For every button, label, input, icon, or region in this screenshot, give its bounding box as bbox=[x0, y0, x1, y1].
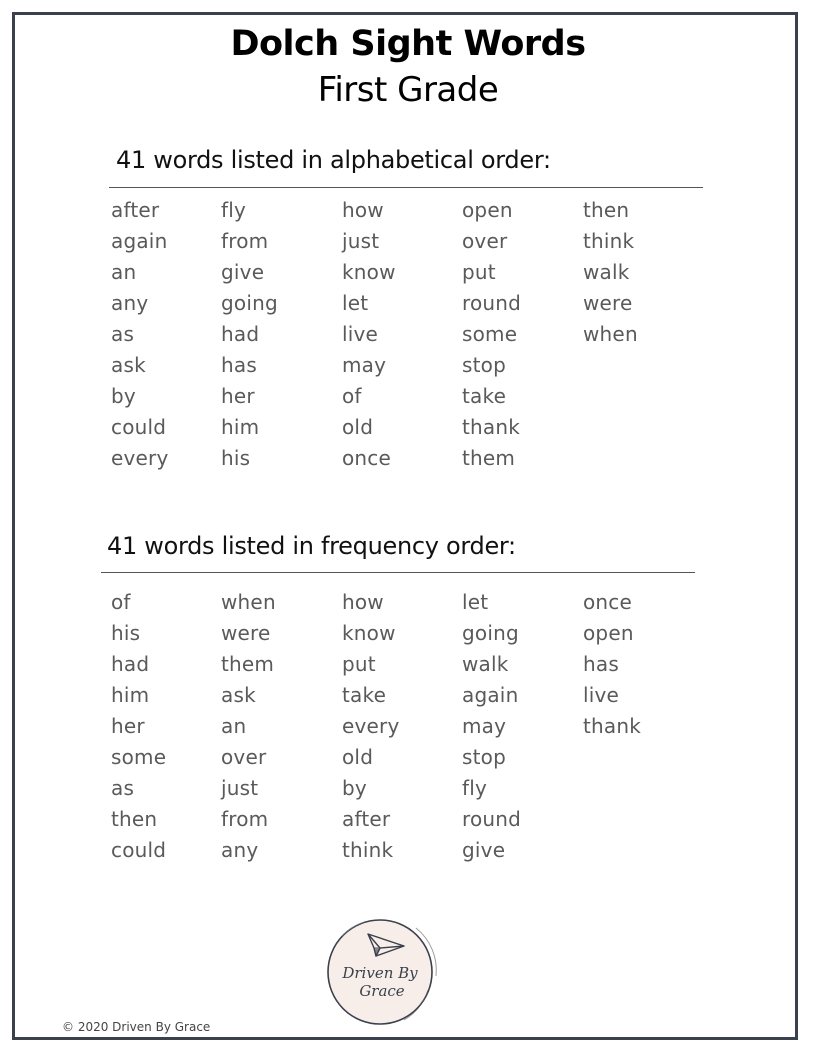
copyright-text: © 2020 Driven By Grace bbox=[62, 1020, 211, 1034]
word: over bbox=[462, 229, 508, 253]
logo-badge bbox=[324, 914, 440, 1030]
alphabetical-divider bbox=[109, 187, 703, 188]
word: think bbox=[583, 229, 635, 253]
word: may bbox=[342, 353, 387, 377]
word: has bbox=[583, 652, 619, 676]
word: after bbox=[342, 807, 391, 831]
word: of bbox=[342, 384, 362, 408]
word: take bbox=[342, 683, 387, 707]
word: of bbox=[111, 590, 131, 614]
word: had bbox=[111, 652, 150, 676]
word: could bbox=[111, 838, 167, 862]
frequency-divider bbox=[101, 572, 695, 573]
word: may bbox=[462, 714, 507, 738]
word: could bbox=[111, 415, 167, 439]
alphabetical-column-3 bbox=[342, 195, 396, 474]
driven-by-grace-logo bbox=[324, 914, 440, 1030]
word: old bbox=[342, 415, 374, 439]
alphabetical-column-4 bbox=[462, 195, 521, 474]
word: any bbox=[221, 838, 259, 862]
frequency-column-3 bbox=[342, 587, 400, 866]
word: open bbox=[462, 198, 513, 222]
word: every bbox=[342, 714, 400, 738]
frequency-column-2 bbox=[221, 587, 276, 866]
word: over bbox=[221, 745, 267, 769]
word: as bbox=[111, 776, 135, 800]
word: walk bbox=[583, 260, 630, 284]
word: thank bbox=[583, 714, 642, 738]
alphabetical-heading: 41 words listed in alphabetical order: bbox=[116, 146, 551, 174]
word: stop bbox=[462, 353, 506, 377]
word: some bbox=[462, 322, 518, 346]
word: when bbox=[221, 590, 276, 614]
logo-text-line2: Grace bbox=[359, 982, 405, 1000]
word: think bbox=[342, 838, 394, 862]
word: when bbox=[583, 322, 638, 346]
word: open bbox=[583, 621, 634, 645]
frequency-column-5 bbox=[583, 587, 641, 742]
word: from bbox=[221, 229, 269, 253]
word: again bbox=[462, 683, 519, 707]
word: fly bbox=[221, 198, 247, 222]
word: by bbox=[111, 384, 136, 408]
frequency-heading: 41 words listed in frequency order: bbox=[107, 532, 516, 560]
frequency-column-4 bbox=[462, 587, 521, 866]
word: some bbox=[111, 745, 167, 769]
word: let bbox=[342, 291, 369, 315]
word: then bbox=[583, 198, 630, 222]
word: from bbox=[221, 807, 269, 831]
alphabetical-column-2 bbox=[221, 195, 278, 474]
word: live bbox=[342, 322, 379, 346]
frequency-column-1 bbox=[111, 587, 166, 866]
word: again bbox=[111, 229, 168, 253]
word: once bbox=[583, 590, 633, 614]
word: take bbox=[462, 384, 507, 408]
word: then bbox=[111, 807, 158, 831]
word: ask bbox=[221, 683, 256, 707]
word: round bbox=[462, 291, 522, 315]
alphabetical-column-1 bbox=[111, 195, 169, 474]
word: once bbox=[342, 446, 392, 470]
word: as bbox=[111, 322, 135, 346]
word: just bbox=[342, 229, 380, 253]
word: had bbox=[221, 322, 260, 346]
word: were bbox=[583, 291, 633, 315]
word: them bbox=[221, 652, 275, 676]
word: old bbox=[342, 745, 374, 769]
word: fly bbox=[462, 776, 488, 800]
word: walk bbox=[462, 652, 509, 676]
word: know bbox=[342, 260, 396, 284]
word: her bbox=[111, 714, 145, 738]
word: put bbox=[342, 652, 376, 676]
alphabetical-column-5 bbox=[583, 195, 638, 350]
word: his bbox=[221, 446, 251, 470]
word: her bbox=[221, 384, 255, 408]
page-subtitle: First Grade bbox=[317, 70, 499, 110]
word: any bbox=[111, 291, 149, 315]
word: were bbox=[221, 621, 271, 645]
word: how bbox=[342, 590, 384, 614]
word: thank bbox=[462, 415, 521, 439]
word: know bbox=[342, 621, 396, 645]
word: every bbox=[111, 446, 169, 470]
word: him bbox=[221, 415, 260, 439]
word: give bbox=[462, 838, 506, 862]
word: going bbox=[462, 621, 519, 645]
word: give bbox=[221, 260, 265, 284]
word: an bbox=[111, 260, 137, 284]
word: his bbox=[111, 621, 141, 645]
word: put bbox=[462, 260, 496, 284]
word: how bbox=[342, 198, 384, 222]
word: after bbox=[111, 198, 160, 222]
word: live bbox=[583, 683, 620, 707]
word: by bbox=[342, 776, 367, 800]
word: ask bbox=[111, 353, 146, 377]
page-title: Dolch Sight Words bbox=[230, 24, 586, 64]
word: just bbox=[221, 776, 259, 800]
word: has bbox=[221, 353, 257, 377]
word: an bbox=[221, 714, 247, 738]
word: him bbox=[111, 683, 150, 707]
word: them bbox=[462, 446, 516, 470]
word: let bbox=[462, 590, 489, 614]
word: stop bbox=[462, 745, 506, 769]
logo-text-line1: Driven By bbox=[342, 964, 418, 982]
word: round bbox=[462, 807, 522, 831]
word: going bbox=[221, 291, 278, 315]
